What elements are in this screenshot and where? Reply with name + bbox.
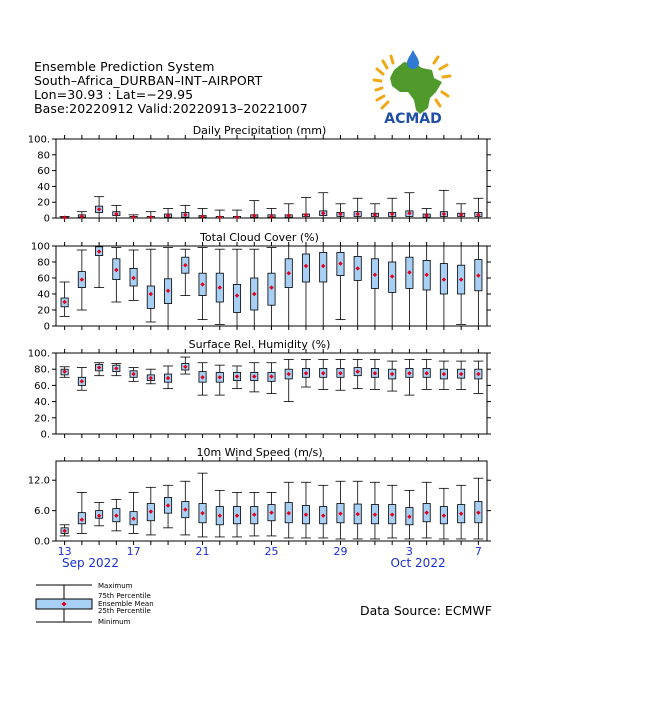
y-tick-label: 40. — [34, 397, 50, 409]
box-day-18 — [353, 198, 363, 218]
box-day-16 — [318, 359, 328, 389]
panel-humidity — [28, 338, 491, 441]
box-day-3 — [94, 503, 104, 526]
box-day-23 — [439, 361, 449, 389]
box-day-7 — [163, 366, 173, 389]
mean-marker — [235, 215, 239, 219]
x-axis-labels — [58, 545, 482, 570]
box-day-24 — [456, 204, 466, 218]
y-tick-label: 0 — [43, 321, 50, 333]
chart-panels — [28, 124, 491, 548]
interquartile-box — [233, 284, 240, 312]
x-tick-label: 7 — [474, 545, 482, 558]
y-tick-label: 100. — [27, 348, 50, 360]
box-day-21 — [404, 193, 414, 218]
box-day-9 — [198, 209, 208, 219]
box-day-20 — [387, 198, 397, 218]
x-tick-label: 25 — [264, 545, 279, 558]
box-day-20 — [387, 485, 397, 538]
data-source: Data Source: ECMWF — [360, 603, 492, 618]
station-name: South–Africa_DURBAN–INT–AIRPORT — [34, 73, 263, 88]
box-day-17 — [335, 204, 345, 218]
box-day-11 — [232, 210, 242, 219]
box-day-23 — [439, 246, 449, 326]
y-tick-label: 40 — [37, 289, 50, 301]
box-day-19 — [370, 204, 380, 218]
legend-p75-label: 75th Percentile — [98, 592, 151, 600]
box-day-22 — [422, 359, 432, 389]
box-day-14 — [284, 246, 294, 326]
box-day-6 — [146, 369, 156, 384]
box-day-24 — [456, 246, 466, 324]
panel-frame — [56, 139, 487, 218]
y-tick-label: 0. — [40, 429, 50, 441]
box-day-8 — [180, 481, 190, 535]
box-day-14 — [284, 359, 294, 401]
y-tick-label: 12.0 — [27, 475, 50, 487]
box-day-17 — [335, 359, 345, 390]
box-day-20 — [387, 361, 397, 391]
box-day-4 — [111, 364, 121, 376]
box-day-13 — [267, 363, 277, 394]
box-day-15 — [301, 246, 311, 326]
x-tick-label: 29 — [333, 545, 348, 558]
y-tick-label: 100 — [30, 241, 50, 253]
panel-cloud-cover — [31, 231, 491, 333]
y-tick-label: 0.0 — [34, 536, 50, 548]
box-day-4 — [111, 499, 121, 530]
interquartile-box — [147, 286, 154, 308]
box-day-13 — [267, 492, 277, 536]
panel-wind-speed — [28, 446, 491, 548]
box-day-14 — [284, 482, 294, 538]
legend-maximum-label: Maximum — [98, 582, 133, 590]
box-day-18 — [353, 481, 363, 539]
y-tick-label: 0 — [43, 213, 50, 225]
box-day-8 — [180, 205, 190, 218]
box-day-19 — [370, 246, 380, 326]
legend-mean-label: Ensemble Mean — [98, 600, 154, 608]
panel-title: 10m Wind Speed (m/s) — [196, 446, 323, 459]
box-day-25 — [473, 246, 483, 326]
month-label: Sep 2022 — [61, 556, 119, 570]
box-day-1 — [60, 282, 70, 316]
box-day-19 — [370, 359, 380, 389]
box-day-21 — [404, 246, 414, 326]
mean-marker — [218, 215, 222, 219]
box-day-17 — [335, 246, 345, 320]
box-day-11 — [232, 249, 242, 326]
box-day-15 — [301, 482, 311, 538]
box-day-4 — [111, 248, 121, 302]
forecast-dates: Base:20220912 Valid:20220913–20221007 — [34, 101, 308, 116]
box-day-10 — [215, 490, 225, 537]
box-day-12 — [249, 201, 259, 218]
box-day-5 — [129, 492, 139, 533]
legend-p25-label: 25th Percentile — [98, 607, 151, 615]
y-tick-label: 100. — [27, 134, 50, 146]
box-day-10 — [215, 365, 225, 395]
box-day-24 — [456, 485, 466, 539]
box-day-1 — [60, 525, 70, 536]
y-tick-label: 60 — [37, 166, 50, 178]
box-day-7 — [163, 485, 173, 528]
box-day-9 — [198, 473, 208, 537]
panel-precipitation — [28, 124, 491, 225]
x-tick-label: 3 — [405, 545, 413, 558]
box-day-18 — [353, 359, 363, 388]
box-day-3 — [94, 246, 104, 288]
box-day-6 — [146, 487, 156, 535]
box-day-22 — [422, 482, 432, 538]
box-day-3 — [94, 363, 104, 376]
y-tick-label: 20 — [37, 305, 50, 317]
box-day-5 — [129, 250, 139, 300]
y-tick-label: 20 — [37, 197, 50, 209]
box-day-3 — [94, 197, 104, 218]
box-day-7 — [163, 209, 173, 218]
box-day-22 — [422, 209, 432, 218]
box-day-14 — [284, 204, 294, 218]
y-tick-label: 60 — [37, 273, 50, 285]
box-day-20 — [387, 246, 397, 326]
box-day-7 — [163, 248, 173, 326]
box-day-9 — [198, 248, 208, 320]
mean-marker — [149, 215, 153, 219]
y-tick-label: 80 — [37, 150, 50, 162]
y-tick-label: 40 — [37, 181, 50, 193]
panel-title: Surface Rel. Humidity (%) — [188, 338, 331, 351]
box-day-13 — [267, 248, 277, 326]
y-tick-label: 6.0 — [34, 506, 50, 518]
legend-minimum-label: Minimum — [98, 618, 131, 626]
box-day-2 — [77, 492, 87, 533]
box-day-15 — [301, 359, 311, 387]
box-day-16 — [318, 193, 328, 218]
box-day-10 — [215, 249, 225, 324]
y-tick-label: 20. — [34, 413, 50, 425]
y-tick-label: 80 — [37, 257, 50, 269]
box-day-1 — [60, 215, 70, 219]
box-day-15 — [301, 197, 311, 218]
x-tick-label: 17 — [126, 545, 141, 558]
panel-title: Daily Precipitation (mm) — [192, 124, 327, 137]
x-tick-label: 13 — [57, 545, 72, 558]
box-day-10 — [215, 210, 225, 219]
box-day-1 — [60, 367, 70, 378]
box-day-13 — [267, 209, 277, 219]
box-day-6 — [146, 212, 156, 220]
box-day-24 — [456, 361, 466, 389]
mean-marker — [131, 215, 135, 219]
box-day-16 — [318, 485, 328, 538]
box-day-25 — [473, 198, 483, 218]
box-day-21 — [404, 359, 414, 395]
y-tick-label: 60. — [34, 380, 50, 392]
box-legend — [34, 582, 234, 626]
logo-text: ACMAD — [384, 111, 442, 126]
month-label: Oct 2022 — [390, 556, 446, 570]
box-day-19 — [370, 482, 380, 539]
box-day-11 — [232, 492, 242, 537]
box-day-18 — [353, 246, 363, 326]
box-day-8 — [180, 249, 190, 295]
box-day-2 — [77, 212, 87, 219]
panel-title: Total Cloud Cover (%) — [200, 231, 319, 244]
box-day-5 — [129, 215, 139, 220]
box-day-5 — [129, 368, 139, 382]
box-day-2 — [77, 368, 87, 391]
box-day-21 — [404, 490, 414, 539]
box-day-25 — [473, 478, 483, 539]
x-tick-label: 21 — [195, 545, 210, 558]
box-day-4 — [111, 205, 121, 218]
box-day-2 — [77, 250, 87, 310]
system-title: Ensemble Prediction System — [34, 59, 215, 74]
box-day-8 — [180, 357, 190, 374]
box-day-22 — [422, 246, 432, 326]
box-day-9 — [198, 363, 208, 395]
box-day-12 — [249, 492, 259, 536]
box-day-12 — [249, 363, 259, 392]
box-day-16 — [318, 246, 328, 326]
box-day-25 — [473, 361, 483, 393]
box-day-23 — [439, 190, 449, 218]
box-day-11 — [232, 366, 242, 389]
box-day-17 — [335, 481, 345, 539]
station-coordinates: Lon=30.93 : Lat=−29.95 — [34, 87, 194, 102]
box-day-23 — [439, 488, 449, 539]
y-tick-label: 80. — [34, 364, 50, 376]
box-day-12 — [249, 249, 259, 326]
box-day-6 — [146, 249, 156, 322]
